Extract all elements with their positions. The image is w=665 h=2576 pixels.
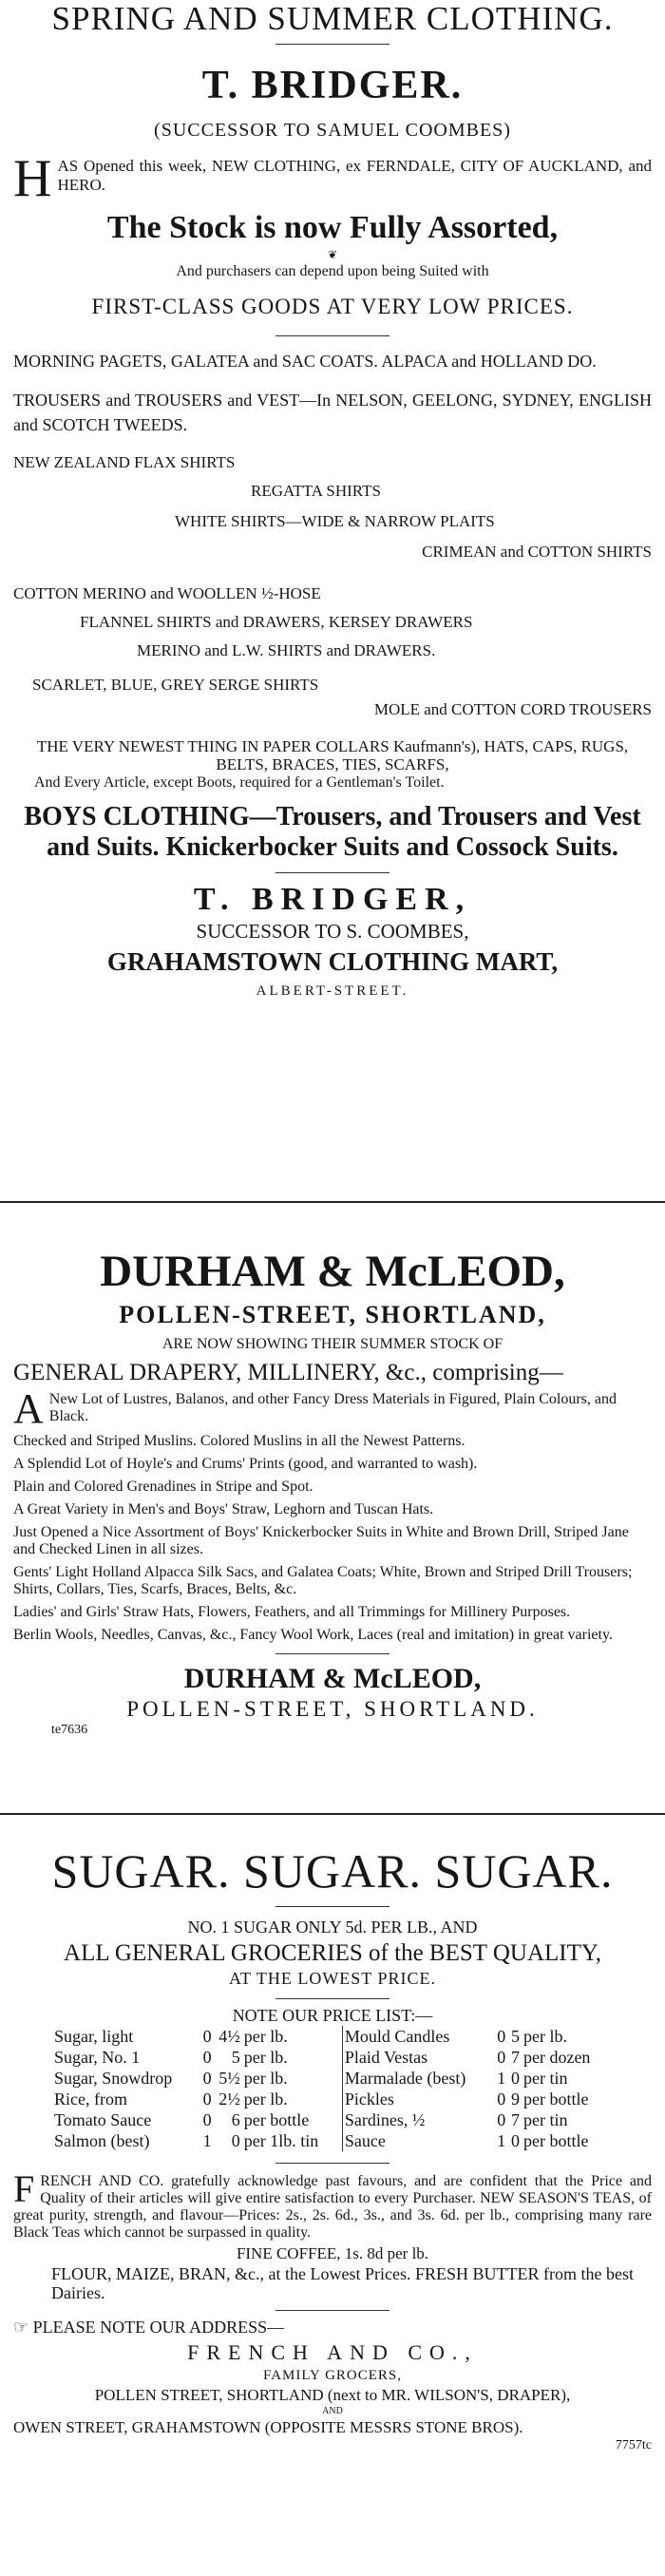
bridger-line-5: CRIMEAN and COTTON SHIRTS: [422, 543, 652, 561]
bridger-line-11: THE VERY NEWEST THING IN PAPER COLLARS Kaufmann's), HATS, CAPS, RUGS, BELTS, BRACES, TIES, SCARFS,: [36, 737, 629, 773]
fine-coffee: FINE COFFEE, 1s. 8d per lb.: [236, 2244, 429, 2262]
price-shillings: 0: [497, 2027, 506, 2046]
boys-rule: [276, 872, 390, 873]
price-shillings: 0: [202, 2069, 212, 2088]
price-item: Salmon (best): [54, 2131, 150, 2150]
durham-item-0: New Lot of Lustres, Balanos, and other Fancy Dress Materials in Figured, Plain Colours, and Black.: [48, 1391, 618, 1424]
price-row: [52, 2130, 613, 2151]
price-pence: 6: [231, 2110, 240, 2129]
price-pence: 5: [231, 2048, 240, 2067]
durham-item-0-block: [13, 1385, 652, 1432]
price-pence: 9: [510, 2089, 520, 2109]
price-pence: 7: [510, 2048, 520, 2067]
flour-rule: [276, 2310, 390, 2311]
price-unit: per lb.: [243, 2048, 288, 2067]
price-shillings: 1: [202, 2131, 212, 2150]
price-unit: per lb.: [243, 2027, 288, 2046]
price-pence: 0: [510, 2131, 520, 2150]
durham-item-4: A Great Variety in Men's and Boys' Straw, Leghorn and Tuscan Hats.: [13, 1501, 434, 1517]
durham-rule: [276, 1653, 390, 1654]
family-grocers: FAMILY GROCERS,: [262, 2368, 402, 2383]
price-item: Mould Candles: [342, 2026, 493, 2047]
price-shillings: 0: [497, 2089, 506, 2109]
address-and: AND: [322, 2406, 343, 2416]
price-shillings: 1: [497, 2069, 506, 2088]
durham-item-2: A Splendid Lot of Hoyle's and Crums' Prints (good, and warranted to wash).: [13, 1456, 478, 1472]
bridger-line-4: WHITE SHIRTS—WIDE & NARROW PLAITS: [175, 512, 495, 530]
french-ack-paragraph: [13, 2167, 652, 2242]
durham-sig-address: POLLEN-STREET, SHORTLAND.: [126, 1697, 539, 1721]
durham-sig-name: DURHAM & McLEOD,: [183, 1663, 482, 1694]
price-unit: per tin: [522, 2110, 568, 2129]
bridger-purchasers: And purchasers can depend upon being Suited with: [176, 263, 489, 279]
price-pence: 0: [510, 2069, 520, 2088]
durham-item-8: Berlin Wools, Needles, Canvas, &c., Fancy Wool Work, Laces (real and imitation) in great variety.: [13, 1627, 613, 1643]
price-shillings: 0: [202, 2048, 212, 2067]
sugar-no1: NO. 1 SUGAR ONLY 5d. PER LB., AND: [187, 1918, 478, 1937]
bridger-line-3: REGATTA SHIRTS: [251, 482, 381, 500]
price-unit: per 1lb. tin: [243, 2131, 319, 2150]
bridger-opened-paragraph: [13, 149, 652, 208]
price-unit: per lb.: [243, 2089, 288, 2109]
price-item: Sardines, ½: [342, 2109, 493, 2130]
french-dropcap: F: [13, 2167, 35, 2210]
please-note: ☞ PLEASE NOTE OUR ADDRESS—: [13, 2318, 285, 2337]
price-item: Pickles: [342, 2089, 493, 2109]
price-unit: per bottle: [522, 2131, 589, 2150]
lowest-price-line: AT THE LOWEST PRICE.: [228, 1969, 436, 1988]
price-shillings: 0: [497, 2110, 506, 2129]
durham-item-6: Gents' Light Holland Alpacca Silk Sacs, and Galatea Coats; White, Brown and Striped Drill Trousers; Shirts, Collars, Ties, Scarfs, Braces, Belts, &c.: [13, 1564, 633, 1597]
sugar-banner: SUGAR. SUGAR. SUGAR.: [51, 1844, 614, 1898]
price-item: Sugar, Snowdrop: [54, 2069, 173, 2088]
bridger-line-6: COTTON MERINO and WOOLLEN ½-HOSE: [13, 584, 321, 602]
durham-advertisement: [0, 1203, 665, 1813]
bridger-line-2: NEW ZEALAND FLAX SHIRTS: [13, 453, 236, 471]
price-shillings: 0: [202, 2110, 212, 2129]
owen-address: OWEN STREET, GRAHAMSTOWN (OPPOSITE MESSRS STONE BROS).: [13, 2418, 523, 2436]
price-item: Tomato Sauce: [54, 2110, 152, 2129]
price-item: Sugar, light: [54, 2027, 134, 2046]
durham-item-3: Plain and Colored Grenadines in Stripe and Spot.: [13, 1479, 314, 1495]
durham-item-5: Just Opened a Nice Assortment of Boys' Knickerbocker Suits in White and Brown Drill, Striped Jane and Checked Linen in all sizes.: [13, 1524, 629, 1557]
bridger-line-12: And Every Article, except Boots, required for a Gentleman's Toilet.: [34, 774, 445, 791]
price-row: [52, 2068, 613, 2089]
bridger-footer-mart: GRAHAMSTOWN CLOTHING MART,: [106, 947, 559, 976]
bridger-line-10: MOLE and COTTON CORD TROUSERS: [373, 700, 652, 718]
price-list-note: NOTE OUR PRICE LIST:—: [232, 2006, 433, 2025]
bridger-line-1: TROUSERS and TROUSERS and VEST—In NELSON, GEELONG, SYDNEY, ENGLISH and SCOTCH TWEEDS.: [13, 391, 652, 434]
durham-address: POLLEN-STREET, SHORTLAND,: [119, 1301, 546, 1328]
goods-rule: [276, 335, 390, 336]
durham-item-7: Ladies' and Girls' Straw Hats, Flowers, Feathers, and all Trimmings for Millinery Purposes.: [13, 1604, 571, 1620]
price-unit: per bottle: [522, 2089, 589, 2109]
french-advertisement: [0, 1815, 665, 2566]
price-row: [52, 2109, 613, 2130]
price-row: [52, 2089, 613, 2109]
price-pence: 0: [231, 2131, 240, 2150]
durham-item-1: Checked and Striped Muslins. Colored Muslins in all the Newest Patterns.: [13, 1433, 466, 1449]
price-item: Marmalade (best): [342, 2068, 493, 2089]
price-pence: 2½: [218, 2089, 240, 2109]
french-ref: 7757tc: [615, 2438, 652, 2452]
price-row: [52, 2047, 613, 2068]
price-pence: 4½: [218, 2027, 240, 2046]
durham-showing: ARE NOW SHOWING THEIR SUMMER STOCK OF: [162, 1336, 504, 1352]
price-shillings: 0: [202, 2027, 212, 2046]
bridger-footer-successor: SUCCESSOR TO S. COOMBES,: [196, 920, 469, 943]
groceries-line: ALL GENERAL GROCERIES of the BEST QUALITY,: [64, 1940, 601, 1966]
bridger-footer-street: ALBERT-STREET.: [256, 983, 409, 999]
flour-line: FLOUR, MAIZE, BRAN, &c., at the Lowest Prices. FRESH BUTTER from the best Dairies.: [51, 2264, 634, 2302]
price-pence: 7: [510, 2110, 520, 2129]
price-pence: 5: [510, 2027, 520, 2046]
bridger-stock-headline: The Stock is now Fully Assorted,: [106, 210, 559, 245]
bridger-footer-name: T. BRIDGER,: [193, 882, 472, 917]
french-ack-text: RENCH AND CO. gratefully acknowledge past favours, and are confident that the Price and Quality of their articles will give entire satisfaction to every Purchaser. NEW SEASON'S TEAS, of great purity, strength, and flavour—Prices: 2s., 2s. 6d., 3s., and 3s. 6d. per lb., comprising many rare Black Teas which cannot be surpassed in quality.: [13, 2173, 652, 2241]
price-shillings: 0: [202, 2089, 212, 2109]
price-unit: per dozen: [522, 2048, 591, 2067]
spring-summer-banner: SPRING AND SUMMER CLOTHING.: [51, 0, 614, 37]
pollen-address: POLLEN STREET, SHORTLAND (next to MR. WILSON'S, DRAPER),: [94, 2386, 571, 2404]
price-unit: per lb.: [522, 2027, 567, 2046]
bridger-line-9: SCARLET, BLUE, GREY SERGE SHIRTS: [32, 676, 319, 694]
french-name: FRENCH AND CO.,: [187, 2340, 478, 2364]
price-shillings: 0: [497, 2048, 506, 2067]
bridger-dropcap: H: [13, 149, 52, 208]
durham-ref: te7636: [51, 1723, 88, 1737]
lowest-rule: [276, 1998, 390, 1999]
sugar-rule: [276, 1906, 390, 1907]
price-unit: per tin: [522, 2069, 568, 2088]
bridger-successor: (SUCCESSOR TO SAMUEL COOMBES): [154, 120, 511, 141]
bridger-advertisement: [0, 0, 665, 1188]
bridger-name: T. BRIDGER.: [201, 64, 464, 107]
price-pence: 5½: [218, 2069, 240, 2088]
banner-rule: [276, 44, 390, 45]
durham-general: GENERAL DRAPERY, MILLINERY, &c., comprising—: [13, 1360, 563, 1385]
price-list-table: [52, 2026, 613, 2151]
price-item: Rice, from: [54, 2089, 127, 2109]
price-shillings: 1: [497, 2131, 506, 2150]
bridger-line-0: MORNING PAGETS, GALATEA and SAC COATS. ALPACA and HOLLAND DO.: [13, 352, 597, 371]
durham-name: DURHAM & McLEOD,: [100, 1247, 565, 1296]
bridger-goods: FIRST-CLASS GOODS AT VERY LOW PRICES.: [91, 295, 574, 318]
price-rule: [276, 2163, 390, 2164]
price-item: Sauce: [342, 2130, 493, 2151]
bridger-boys-clothing: BOYS CLOTHING—Trousers, and Trousers and Vest and Suits. Knickerbocker Suits and Cossock Suits.: [24, 802, 641, 862]
bridger-line-8: MERINO and L.W. SHIRTS and DRAWERS.: [137, 641, 436, 659]
price-unit: per bottle: [243, 2110, 310, 2129]
price-unit: per lb.: [243, 2069, 288, 2088]
price-item: Sugar, No. 1: [54, 2048, 141, 2067]
price-row: [52, 2026, 613, 2047]
price-item: Plaid Vestas: [342, 2047, 493, 2068]
bridger-opened-text: AS Opened this week, NEW CLOTHING, ex FERNDALE, CITY OF AUCKLAND, and HERO.: [57, 157, 652, 194]
bridger-line-7: FLANNEL SHIRTS and DRAWERS, KERSEY DRAWERS: [80, 613, 473, 631]
ornament-icon: ❦: [327, 248, 338, 261]
durham-dropcap: A: [13, 1385, 44, 1432]
